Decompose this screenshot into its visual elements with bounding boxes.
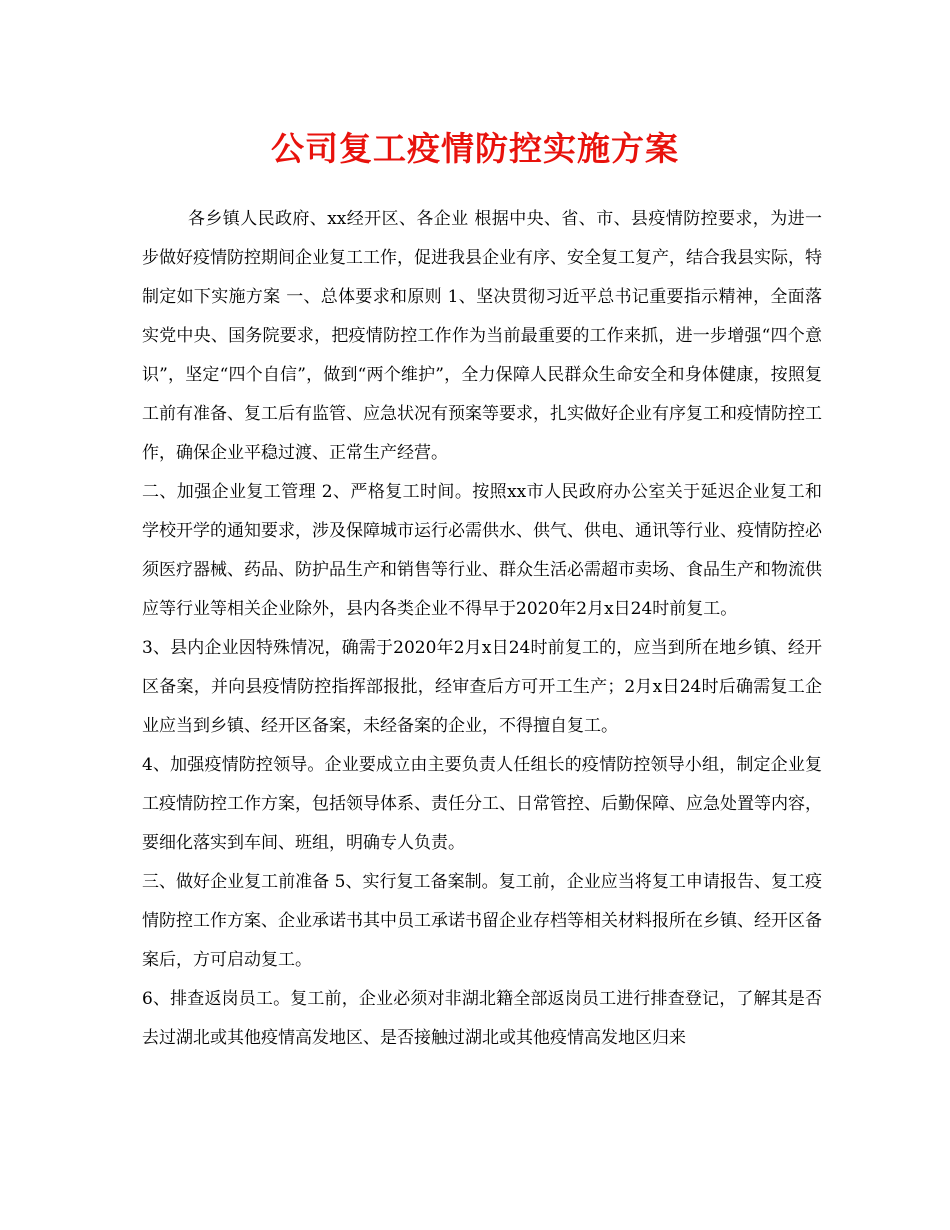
document-body <box>142 200 822 1058</box>
paragraph-section-3: 三、做好企业复工前准备 5、实行复工备案制。复工前，企业应当将复工申请报告、复工疫情防控工作方案、企业承诺书其中员工承诺书留企业存档等相关材料报所在乡镇、经开区备案后，方可启动复工。 <box>142 872 822 970</box>
paragraph-item-3: 3、县内企业因特殊情况，确需于2020年2月x日24时前复工的，应当到所在地乡镇、经开区备案，并向县疫情防控指挥部报批，经审查后方可开工生产；2月x日24时后确需复工企业应当到乡镇、经开区备案，未经备案的企业，不得擅自复工。 <box>142 638 822 736</box>
paragraph-item-6: 6、排查返岗员工。复工前，企业必须对非湖北籍全部返岗员工进行排查登记，了解其是否去过湖北或其他疫情高发地区、是否接触过湖北或其他疫情高发地区归来 <box>142 989 822 1048</box>
paragraph-intro: 各乡镇人民政府、xx经开区、各企业 根据中央、省、市、县疫情防控要求，为进一步做好疫情防控期间企业复工工作，促进我县企业有序、安全复工复产，结合我县实际，特制定如下实施方案 一、总体要求和原则 1、坚决贯彻习近平总书记重要指示精神，全面落实党中央、国务院要求，把疫情防控工作作为当前最重要的工作来抓，进一步增强“四个意识”，坚定“四个自信”，做到“两个维护”，全力保障人民群众生命安全和身体健康，按照复工前有准备、复工后有监管、应急状况有预案等要求，扎实做好企业有序复工和疫情防控工作，确保企业平稳过渡、正常生产经营。 <box>142 209 822 463</box>
paragraph-section-2: 二、加强企业复工管理 2、严格复工时间。按照xx市人民政府办公室关于延迟企业复工和学校开学的通知要求，涉及保障城市运行必需供水、供气、供电、通讯等行业、疫情防控必须医疗器械、药品、防护品生产和销售等行业、群众生活必需超市卖场、食品生产和物流供应等行业等相关企业除外，县内各类企业不得早于2020年2月x日24时前复工。 <box>142 482 822 619</box>
document-title: 公司复工疫情防控实施方案 <box>271 129 679 168</box>
paragraph-item-4: 4、加强疫情防控领导。企业要成立由主要负责人任组长的疫情防控领导小组，制定企业复工疫情防控工作方案，包括领导体系、责任分工、日常管控、后勤保障、应急处置等内容，要细化落实到车间、班组，明确专人负责。 <box>142 755 822 853</box>
